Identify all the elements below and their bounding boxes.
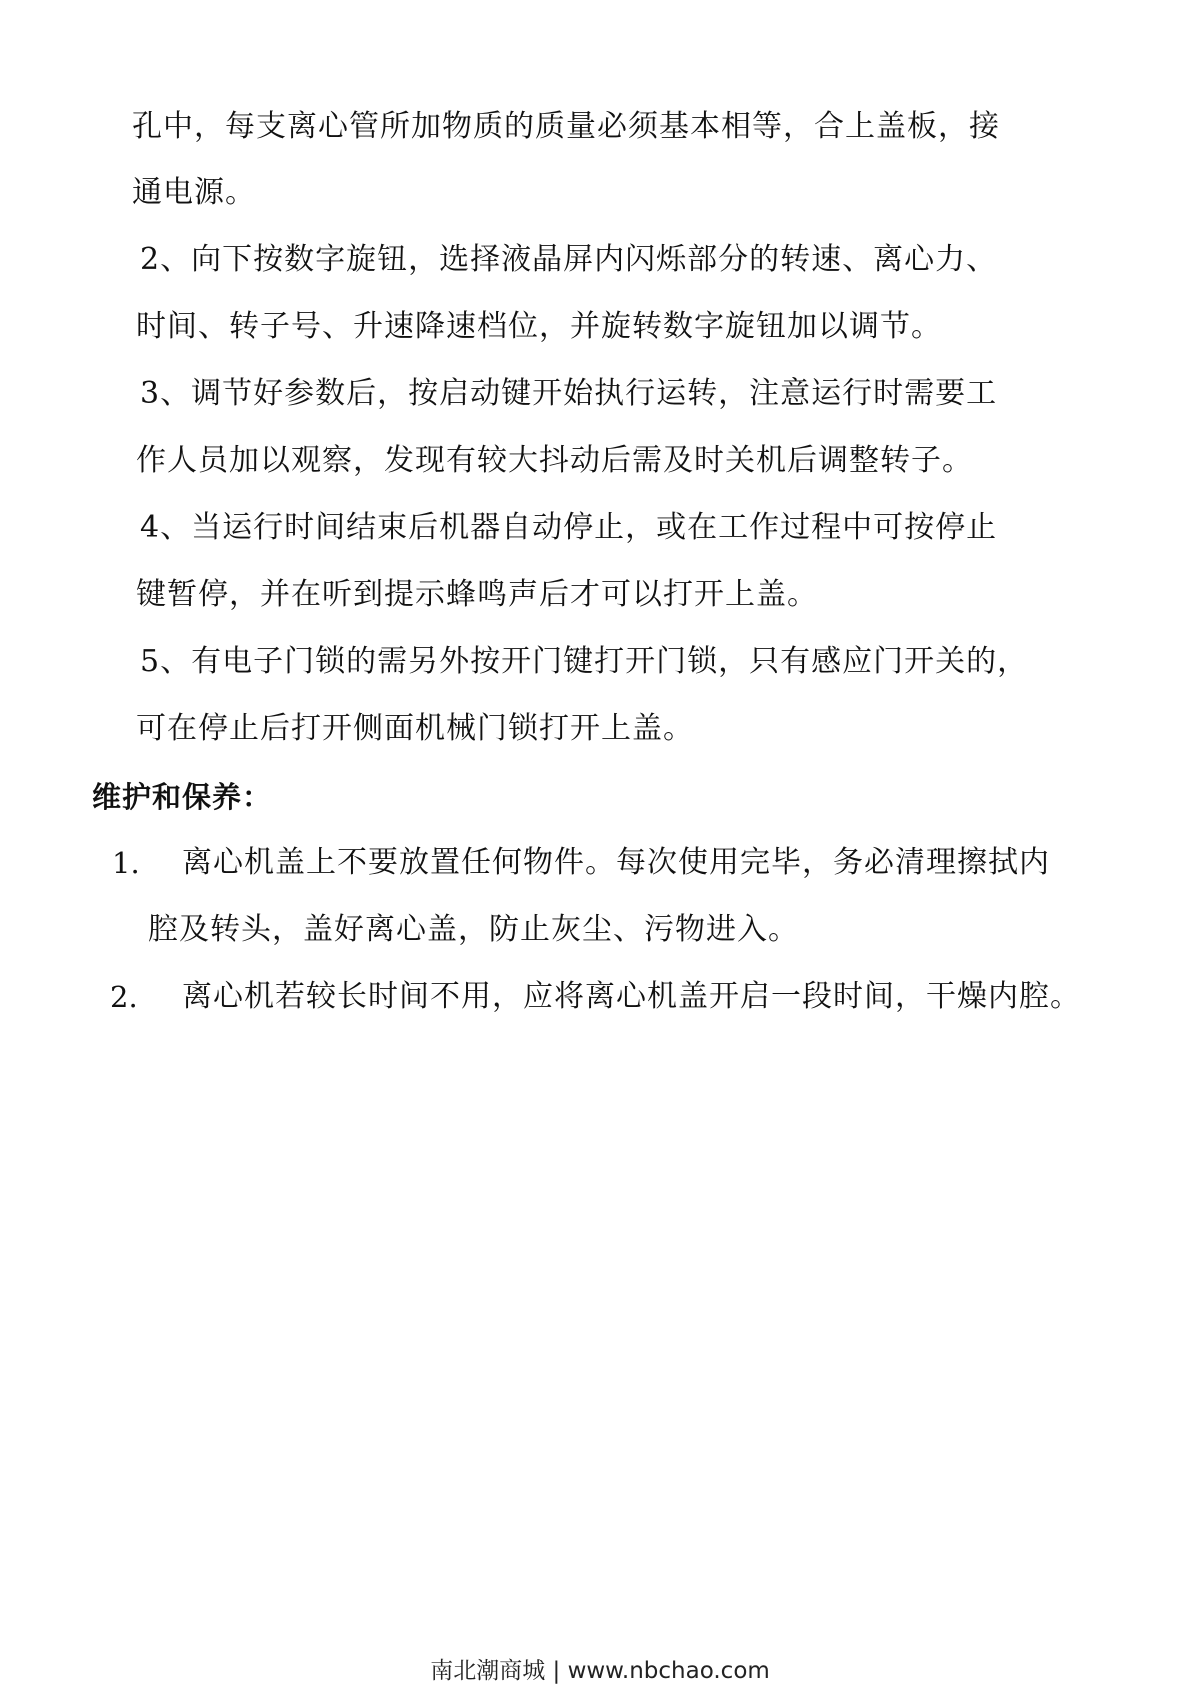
- footer-site-name: 南北潮商城: [430, 1658, 546, 1684]
- maintenance-item-2-number: 2.: [110, 980, 138, 1014]
- step-3-line-2: 作人员加以观察，发现有较大抖动后需及时关机后调整转子。: [136, 443, 973, 478]
- footer-separator: |: [552, 1658, 561, 1684]
- maintenance-heading: 维护和保养：: [92, 780, 273, 814]
- step-4-line-1: 4、当运行时间结束后机器自动停止，或在工作过程中可按停止: [140, 510, 998, 545]
- step-1-line-2: 通电源。: [132, 175, 256, 210]
- maintenance-item-1-line-2: 腔及转头，盖好离心盖，防止灰尘、污物进入。: [148, 912, 799, 947]
- step-4-line-2: 键暂停，并在听到提示蜂鸣声后才可以打开上盖。: [136, 577, 818, 612]
- maintenance-item-1-line-1: 离心机盖上不要放置任何物件。每次使用完毕，务必清理擦拭内: [182, 845, 1050, 880]
- step-5-line-2: 可在停止后打开侧面机械门锁打开上盖。: [136, 711, 694, 746]
- footer-url-link[interactable]: www.nbchao.com: [567, 1658, 770, 1684]
- step-3-line-1: 3、调节好参数后，按启动键开始执行运转，注意运行时需要工: [140, 376, 998, 411]
- page-footer: [0, 1652, 1200, 1685]
- step-5-line-1: 5、有电子门锁的需另外按开门键打开门锁，只有感应门开关的，: [140, 644, 1029, 679]
- step-2-line-2: 时间、转子号、升速降速档位，并旋转数字旋钮加以调节。: [136, 309, 942, 344]
- step-1-line-1: 孔中，每支离心管所加物质的质量必须基本相等，合上盖板，接: [132, 109, 1000, 144]
- maintenance-item-1-number: 1.: [112, 846, 140, 880]
- maintenance-item-2-line-1: 离心机若较长时间不用，应将离心机盖开启一段时间，干燥内腔。: [182, 979, 1081, 1014]
- step-2-line-1: 2、向下按数字旋钮，选择液晶屏内闪烁部分的转速、离心力、: [140, 242, 998, 277]
